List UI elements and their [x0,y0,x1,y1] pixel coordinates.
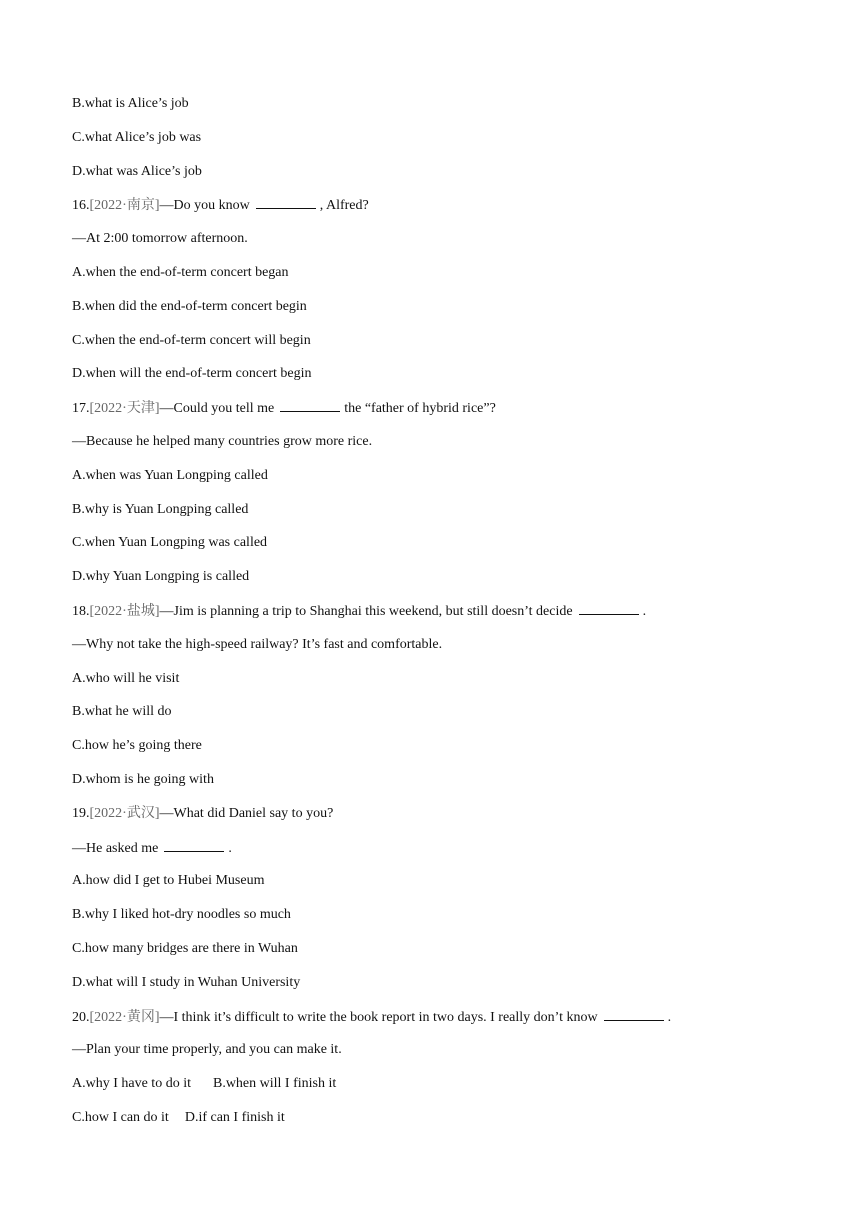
option-c-q15: C.what Alice’s job was [72,129,202,145]
answer-blank [604,1008,664,1021]
option-a-q18: A.who will he visit [72,670,180,686]
answer-blank [256,196,316,209]
option-a-q20: A.why I have to do it [72,1076,191,1092]
option-b-q15: B.what is Alice’s job [72,96,189,111]
option-d-q20: D.if can I finish it [184,1109,285,1125]
question-number: 20. [72,1009,90,1025]
option-d-q19: D.what will I study in Wuhan University [72,974,301,990]
option-d-q16: D.when will the end-of-term concert begin [72,366,312,382]
options-ab-q20 [72,1075,792,1109]
option-a-q17: A.when was Yuan Longping called [72,467,268,483]
option-b-q16: B.when did the end-of-term concert begin [72,298,307,314]
question-source: [2022·盐城] [89,603,160,619]
question-number: 18. [72,603,90,619]
worksheet-page [72,95,792,1143]
option-c-q17: C.when Yuan Longping was called [72,535,268,551]
question-text-end: , Alfred? [319,198,369,214]
question-19 [72,805,792,839]
question-20 [72,1008,792,1042]
option-a-q19: A.how did I get to Hubei Museum [72,873,265,889]
reply-text: —He asked me [72,840,159,856]
option-d-q18: D.whom is he going with [72,771,214,787]
option-b-q17: B.why is Yuan Longping called [72,501,249,517]
reply-text-end: . [228,840,232,856]
question-16 [72,196,792,230]
option-c-q20: C.how I can do it [72,1109,169,1125]
question-18 [72,602,792,636]
question-text: —What did Daniel say to you? [159,805,334,821]
option-d-q17: D.why Yuan Longping is called [72,569,250,585]
question-text: —I think it’s difficult to write the book report in two days. I really don’t know [159,1009,598,1025]
option-c-q19: C.how many bridges are there in Wuhan [72,940,298,956]
question-source: [2022·南京] [89,198,160,214]
option-a-q16: A.when the end-of-term concert began [72,264,289,280]
question-16-reply: —At 2:00 tomorrow afternoon. [72,231,248,247]
option-c-q16: C.when the end-of-term concert will begin [72,332,311,348]
options-cd-q20 [72,1109,792,1143]
answer-blank [280,399,340,412]
question-20-reply: —Plan your time properly, and you can make it. [72,1042,342,1058]
question-text: —Could you tell me [159,401,275,417]
option-b-q19: B.why I liked hot-dry noodles so much [72,907,291,923]
answer-blank [164,839,224,852]
question-text: —Jim is planning a trip to Shanghai this weekend, but still doesn’t decide [159,603,573,619]
option-b-q18: B.what he will do [72,704,172,720]
question-text: —Do you know [159,198,250,214]
question-number: 19. [72,805,90,821]
answer-blank [579,602,639,615]
question-17 [72,399,792,433]
question-number: 16. [72,198,90,214]
question-source: [2022·黄冈] [89,1009,160,1025]
question-19-reply [72,839,792,873]
question-18-reply: —Why not take the high-speed railway? It’s fast and comfortable. [72,636,443,652]
question-17-reply: —Because he helped many countries grow more rice. [72,433,373,449]
question-text-end: the “father of hybrid rice”? [344,401,496,417]
option-c-q18: C.how he’s going there [72,738,202,754]
option-b-q20: B.when will I finish it [212,1076,337,1092]
question-source: [2022·武汉] [89,805,160,821]
question-text-end: . [667,1009,672,1025]
question-source: [2022·天津] [89,401,160,417]
question-text-end: . [642,603,647,619]
option-d-q15: D.what was Alice’s job [72,163,202,179]
question-number: 17. [72,401,90,417]
